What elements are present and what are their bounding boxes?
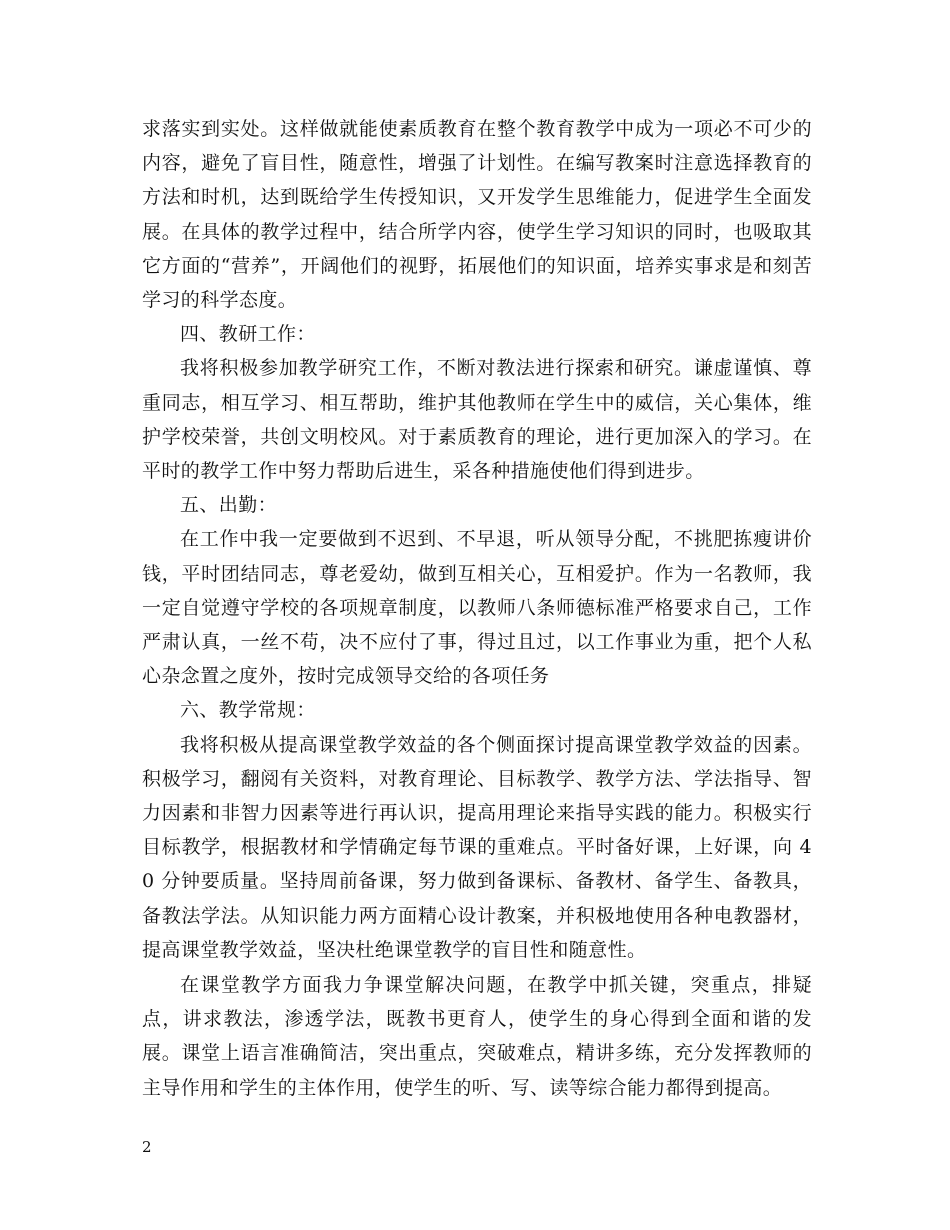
section-heading-attendance: 五、出勤： bbox=[180, 494, 278, 517]
section-heading-teaching-routine: 六、教学常规： bbox=[180, 699, 316, 722]
paragraph-attendance: 在工作中我一定要做到不迟到、不早退，听从领导分配，不挑肥拣瘦讲价钱，平时团结同志，尊老爱幼，做到互相关心，互相爱护。作为一名教师，我一定自觉遵守学校的各项规章制度，以教师八条师德标准严格要求自己，工作严肃认真，一丝不苟，决不应付了事，得过且过，以工作事业为重，把个人私心杂念置之度外，按时完成领导交给的各项任务 bbox=[142, 528, 812, 688]
document-body bbox=[142, 112, 812, 1105]
paragraph-continued: 求落实到实处。这样做就能使素质教育在整个教育教学中成为一项必不可少的内容，避免了盲目性，随意性，增强了计划性。在编写教案时注意选择教育的方法和时机，达到既给学生传授知识，又开发学生思维能力，促进学生全面发展。在具体的教学过程中，结合所学内容，使学生学习知识的同时，也吸取其它方面的“营养”，开阔他们的视野，拓展他们的知识面，培养实事求是和刻苦学习的科学态度。 bbox=[142, 118, 812, 312]
paragraph-teaching-research: 我将积极参加教学研究工作，不断对教法进行探索和研究。谦虚谨慎、尊重同志，相互学习、相互帮助，维护其他教师在学生中的威信，关心集体，维护学校荣誉，共创文明校风。对于素质教育的理论，进行更加深入的学习。在平时的教学工作中努力帮助后进生，采各种措施使他们得到进步。 bbox=[142, 357, 812, 483]
page-number: 2 bbox=[142, 1138, 152, 1156]
paragraph-teaching-routine-2: 在课堂教学方面我力争课堂解决问题，在教学中抓关键，突重点，排疑点，讲求教法，渗透学法，既教书更育人，使学生的身心得到全面和谐的发展。课堂上语言准确简洁，突出重点，突破难点，精讲多练，充分发挥教师的主导作用和学生的主体作用，使学生的听、写、读等综合能力都得到提高。 bbox=[142, 974, 812, 1099]
section-heading-teaching-research: 四、教研工作： bbox=[180, 323, 316, 346]
paragraph-teaching-routine-1: 我将积极从提高课堂教学效益的各个侧面探讨提高课堂教学效益的因素。积极学习，翻阅有关资料，对教育理论、目标教学、教学方法、学法指导、智力因素和非智力因素等进行再认识，提高用理论来指导实践的能力。积极实行目标教学，根据教材和学情确定每节课的重难点。平时备好课，上好课，向 40 分钟要质量。坚持周前备课，努力做到备课标、备教材、备学生、备教具，备教法学法。从知识能力两方面精心设计教案，并积极地使用各种电教器材，提高课堂教学效益，坚决杜绝课堂教学的盲目性和随意性。 bbox=[142, 733, 812, 961]
